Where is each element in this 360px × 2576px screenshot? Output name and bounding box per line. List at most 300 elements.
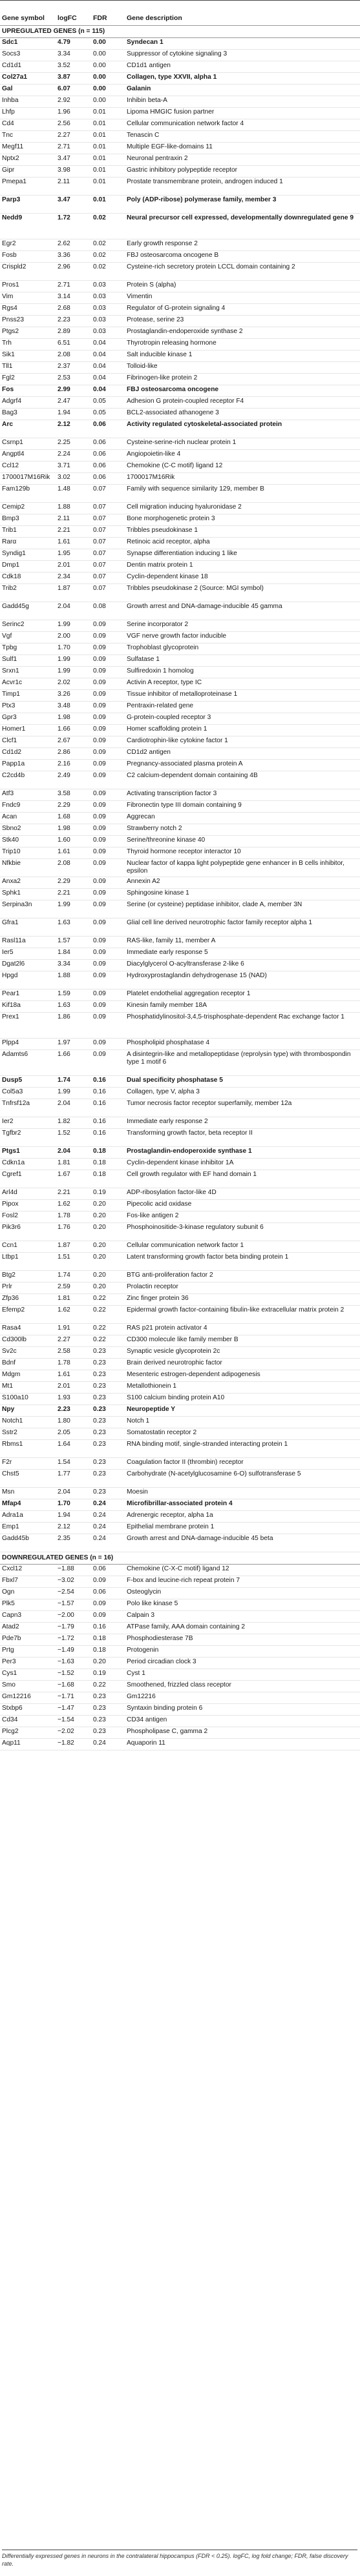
gene-description-cell: Cellular communication network factor 4 [125,119,360,131]
fdr-cell: 0.07 [91,514,125,526]
gene-description-cell: Neuropeptide Y [125,1405,360,1417]
gene-symbol-cell: Tnc [0,131,56,143]
table-row [0,1428,360,1440]
table-row [0,859,360,877]
logfc-cell: 2.04 [56,602,91,620]
gene-description-cell: Zinc finger protein 36 [125,1294,360,1306]
logfc-cell: 1.87 [56,1241,91,1253]
table-row [0,292,360,304]
fdr-cell: 0.03 [91,304,125,316]
gene-description-cell: Coagulation factor II (thrombin) receptor [125,1458,360,1470]
table-row [0,503,360,514]
gene-symbol-cell: 1700017M16Rik [0,473,56,485]
table-row [0,813,360,824]
fdr-cell: 0.07 [91,573,125,584]
fdr-cell: 0.24 [91,1534,125,1552]
fdr-cell: 0.18 [91,1646,125,1658]
table-row [0,166,360,177]
table-row [0,1039,360,1050]
gene-symbol-cell: Egr2 [0,239,56,251]
gene-symbol-cell: Ier5 [0,948,56,960]
fdr-cell: 0.09 [91,1039,125,1050]
gene-description-cell: Tribbles pseudokinase 1 [125,526,360,538]
gene-symbol-cell: Parp3 [0,196,56,214]
table-row [0,900,360,918]
gene-description-cell: RNA binding motif, single-stranded interacting protein 1 [125,1440,360,1458]
gene-description-cell: Osteoglycin [125,1588,360,1599]
gene-description-cell: CD34 antigen [125,1716,360,1727]
fdr-cell: 0.07 [91,526,125,538]
gene-description-cell: Immediate early response 2 [125,1117,360,1129]
logfc-cell: 2.96 [56,263,91,281]
gene-description-cell: Cell migration inducing hyaluronidase 2 [125,503,360,514]
fdr-cell: 0.00 [91,61,125,73]
table-row [0,473,360,485]
fdr-cell: 0.04 [91,362,125,374]
fdr-cell: 0.09 [91,620,125,632]
gene-symbol-cell: Chst5 [0,1470,56,1488]
fdr-cell: 0.09 [91,989,125,1001]
logfc-cell: 2.05 [56,1428,91,1440]
gene-description-cell: Phosphatidylinositol-3,4,5-trisphosphate-dependent Rac exchange factor 1 [125,1013,360,1039]
gene-symbol-cell: Nfkbie [0,859,56,877]
table-row [0,450,360,461]
table-row [0,385,360,397]
gene-symbol-cell: Ccn1 [0,1241,56,1253]
gene-description-cell: Pregnancy-associated plasma protein A [125,760,360,771]
gene-symbol-cell: Sik1 [0,350,56,362]
gene-description-cell: Cellular communication network factor 1 [125,1241,360,1253]
logfc-cell: 1.93 [56,1394,91,1405]
logfc-cell: −1.52 [56,1669,91,1681]
gene-symbol-cell: Rasl11a [0,937,56,948]
table-row [0,1001,360,1013]
gene-description-cell: Neuronal pentraxin 2 [125,154,360,166]
fdr-cell: 0.09 [91,836,125,847]
fdr-cell: 0.16 [91,1088,125,1099]
logfc-cell: 3.58 [56,789,91,801]
fdr-cell: 0.00 [91,73,125,85]
gene-description-cell: Dual specificity phosphatase 5 [125,1076,360,1088]
logfc-cell: 3.36 [56,251,91,263]
gene-description-cell: Angiopoietin-like 4 [125,450,360,461]
gene-symbol-cell: Btg2 [0,1271,56,1283]
gene-symbol-cell: Gfra1 [0,918,56,937]
logfc-cell: 1.72 [56,214,91,239]
gene-symbol-cell: Smo [0,1681,56,1692]
logfc-cell: 1.81 [56,1159,91,1170]
gene-symbol-cell: Ccl12 [0,461,56,473]
gene-description-cell: Protogenin [125,1646,360,1658]
fdr-cell: 0.00 [91,50,125,61]
gene-description-cell: Pipecolic acid oxidase [125,1200,360,1212]
table-row [0,667,360,678]
logfc-cell: −2.02 [56,1727,91,1739]
table-row [0,96,360,108]
gene-symbol-cell: Adgrf4 [0,397,56,409]
gene-symbol-cell: Zfp36 [0,1294,56,1306]
logfc-cell: 2.92 [56,96,91,108]
table-row [0,1129,360,1147]
table-row [0,1727,360,1739]
gene-symbol-cell: Plcg2 [0,1727,56,1739]
fdr-cell: 0.01 [91,154,125,166]
fdr-cell: 0.23 [91,1370,125,1382]
gene-symbol-cell: Stxbp6 [0,1704,56,1716]
logfc-cell: −1.88 [56,1565,91,1576]
gene-description-cell: Strawberry notch 2 [125,824,360,836]
fdr-cell: 0.09 [91,824,125,836]
fdr-cell: 0.09 [91,918,125,937]
header-gene-description: Gene description [125,1,360,26]
fdr-cell: 0.18 [91,1147,125,1159]
gene-description-cell: RAS-like, family 11, member A [125,937,360,948]
gene-symbol-cell: Tnfrsf12a [0,1099,56,1117]
logfc-cell: 6.51 [56,339,91,350]
gene-description-cell: Brain derived neurotrophic factor [125,1359,360,1370]
fdr-cell: 0.01 [91,177,125,196]
table-row [0,350,360,362]
table-row [0,420,360,438]
gene-description-cell: Fibronectin type III domain containing 9 [125,801,360,813]
table-row [0,584,360,602]
logfc-cell: 2.35 [56,1534,91,1552]
gene-symbol-cell: Papp1a [0,760,56,771]
gene-symbol-cell: Sphk1 [0,889,56,900]
gene-description-cell: Synapse differentiation inducing 1 like [125,549,360,561]
gene-symbol-cell: Ptx3 [0,702,56,713]
gene-symbol-cell: Sstr2 [0,1428,56,1440]
gene-description-cell: Early growth response 2 [125,239,360,251]
table-row [0,989,360,1001]
gene-description-cell: Metallothionein 1 [125,1382,360,1394]
table-row [0,1440,360,1458]
table-row [0,1147,360,1159]
gene-description-cell: Kinesin family member 18A [125,1001,360,1013]
logfc-cell: −1.68 [56,1681,91,1692]
table-row [0,1099,360,1117]
logfc-cell: 2.62 [56,239,91,251]
logfc-cell: 2.53 [56,374,91,385]
fdr-cell: 0.18 [91,1159,125,1170]
fdr-cell: 0.09 [91,859,125,877]
table-row [0,1511,360,1523]
logfc-cell: −1.72 [56,1634,91,1646]
table-row [0,1458,360,1470]
fdr-cell: 0.09 [91,678,125,690]
gene-symbol-cell: Socs3 [0,50,56,61]
gene-symbol-cell: Cdk18 [0,573,56,584]
gene-symbol-cell: Fos [0,385,56,397]
gene-symbol-cell: Efemp2 [0,1306,56,1324]
table-row [0,1405,360,1417]
fdr-cell: 0.06 [91,1588,125,1599]
table-row [0,1382,360,1394]
table-row [0,1588,360,1599]
fdr-cell: 0.09 [91,736,125,748]
table-row [0,847,360,859]
table-row [0,177,360,196]
fdr-cell: 0.19 [91,1188,125,1200]
gene-description-cell: Pentraxin-related gene [125,702,360,713]
fdr-cell: 0.02 [91,251,125,263]
gene-symbol-cell: Cdkn1a [0,1159,56,1170]
logfc-cell: −1.47 [56,1704,91,1716]
logfc-cell: 2.04 [56,1099,91,1117]
table-row [0,561,360,573]
header-logfc: logFC [56,1,91,26]
logfc-cell: 4.79 [56,38,91,50]
gene-symbol-cell: Per3 [0,1658,56,1669]
gene-symbol-cell: Emp1 [0,1523,56,1534]
fdr-cell: 0.09 [91,771,125,789]
table-row [0,50,360,61]
fdr-cell: 0.24 [91,1511,125,1523]
gene-description-cell: Aquaporin 11 [125,1739,360,1750]
logfc-cell: 1.60 [56,836,91,847]
gene-description-cell: Protein S (alpha) [125,281,360,292]
logfc-cell: 1.86 [56,1013,91,1039]
gene-description-cell: Multiple EGF-like-domains 11 [125,143,360,154]
logfc-cell: 1.99 [56,1088,91,1099]
logfc-cell: 1.98 [56,713,91,725]
logfc-cell: 1.95 [56,549,91,561]
table-row [0,196,360,214]
gene-symbol-cell: Fbxl7 [0,1576,56,1588]
gene-symbol-cell: Ltbp1 [0,1253,56,1271]
fdr-cell: 0.23 [91,1727,125,1739]
gene-description-cell: Serine incorporator 2 [125,620,360,632]
table-row [0,131,360,143]
gene-symbol-cell: Prlr [0,1283,56,1294]
logfc-cell: 2.47 [56,397,91,409]
fdr-cell: 0.09 [91,713,125,725]
gene-symbol-cell: Dgat2l6 [0,960,56,971]
gene-symbol-cell: Bmp3 [0,514,56,526]
fdr-cell: 0.06 [91,420,125,438]
fdr-cell: 0.23 [91,1417,125,1428]
fdr-cell: 0.09 [91,948,125,960]
gene-description-cell: Activating transcription factor 3 [125,789,360,801]
logfc-cell: 2.23 [56,1405,91,1417]
fdr-cell: 0.09 [91,667,125,678]
table-row [0,702,360,713]
fdr-cell: 0.08 [91,602,125,620]
fdr-cell: 0.04 [91,374,125,385]
gene-symbol-cell: Sulf1 [0,655,56,667]
table-row [0,73,360,85]
logfc-cell: −1.71 [56,1692,91,1704]
gene-description-cell: Cell growth regulator with EF hand domain 1 [125,1170,360,1188]
logfc-cell: 2.12 [56,1523,91,1534]
gene-description-cell: Trophoblast glycoprotein [125,644,360,655]
gene-symbol-cell: Col27a1 [0,73,56,85]
logfc-cell: 1.68 [56,813,91,824]
fdr-cell: 0.09 [91,877,125,889]
fdr-cell: 0.23 [91,1704,125,1716]
gene-description-cell: Bone morphogenetic protein 3 [125,514,360,526]
logfc-cell: 1.76 [56,1223,91,1241]
gene-description-cell: Polo like kinase 5 [125,1599,360,1611]
gene-description-cell: S100 calcium binding protein A10 [125,1394,360,1405]
fdr-cell: 0.23 [91,1359,125,1370]
fdr-cell: 0.22 [91,1324,125,1335]
fdr-cell: 0.20 [91,1241,125,1253]
table-row [0,1523,360,1534]
gene-symbol-cell: Fam129b [0,485,56,503]
logfc-cell: 1.80 [56,1417,91,1428]
table-row [0,1212,360,1223]
gene-description-cell: RAS p21 protein activator 4 [125,1324,360,1335]
gene-symbol-cell: F2r [0,1458,56,1470]
gene-description-cell: 1700017M16Rik [125,473,360,485]
gene-symbol-cell: C2cd4b [0,771,56,789]
gene-symbol-cell: Vim [0,292,56,304]
gene-symbol-cell: Adra1a [0,1511,56,1523]
logfc-cell: 3.26 [56,690,91,702]
fdr-cell: 0.23 [91,1458,125,1470]
logfc-cell: 2.00 [56,632,91,644]
gene-description-cell: Synaptic vesicle glycoprotein 2c [125,1347,360,1359]
fdr-cell: 0.23 [91,1716,125,1727]
table-row [0,771,360,789]
table-row [0,1499,360,1511]
gene-symbol-cell: Arc [0,420,56,438]
logfc-cell: 2.34 [56,573,91,584]
table-row [0,514,360,526]
fdr-cell: 0.23 [91,1692,125,1704]
table-row [0,918,360,937]
logfc-cell: 3.47 [56,196,91,214]
gene-description-cell: Prostate transmembrane protein, androgen induced 1 [125,177,360,196]
table-row [0,644,360,655]
gene-symbol-cell: Lhfp [0,108,56,119]
logfc-cell: 1.74 [56,1271,91,1283]
table-row [0,1623,360,1634]
gene-symbol-cell: Kif18a [0,1001,56,1013]
gene-symbol-cell: Pde7b [0,1634,56,1646]
gene-symbol-cell: Aqp11 [0,1739,56,1750]
gene-description-cell: Syndecan 1 [125,38,360,50]
fdr-cell: 0.20 [91,1271,125,1283]
gene-description-cell: Homer scaffolding protein 1 [125,725,360,736]
gene-description-cell: BCL2-associated athanogene 3 [125,409,360,420]
gene-symbol-cell: Cys1 [0,1669,56,1681]
table-row [0,1013,360,1039]
fdr-cell: 0.16 [91,1076,125,1088]
logfc-cell: 2.37 [56,362,91,374]
fdr-cell: 0.09 [91,900,125,918]
fdr-cell: 0.09 [91,748,125,760]
table-row [0,327,360,339]
gene-description-cell: Moesin [125,1488,360,1499]
gene-description-cell: Cyclin-dependent kinase 18 [125,573,360,584]
fdr-cell: 0.07 [91,485,125,503]
fdr-cell: 0.06 [91,450,125,461]
logfc-cell: −1.82 [56,1739,91,1750]
gene-description-cell: Collagen, type V, alpha 3 [125,1088,360,1099]
gene-description-cell: Period circadian clock 3 [125,1658,360,1669]
table-row [0,1565,360,1576]
gene-description-cell: Transforming growth factor, beta receptor II [125,1129,360,1147]
gene-description-cell: Syntaxin binding protein 6 [125,1704,360,1716]
fdr-cell: 0.23 [91,1382,125,1394]
gene-description-cell: Phosphodiesterase 7B [125,1634,360,1646]
fdr-cell: 0.01 [91,119,125,131]
gene-symbol-cell: Fosb [0,251,56,263]
gene-symbol-cell: Plpp4 [0,1039,56,1050]
table-row [0,438,360,450]
gene-description-cell: Collagen, type XXVII, alpha 1 [125,73,360,85]
table-row [0,748,360,760]
logfc-cell: 2.23 [56,316,91,327]
table-row [0,362,360,374]
logfc-cell: 1.70 [56,644,91,655]
fdr-cell: 0.04 [91,339,125,350]
logfc-cell: 2.12 [56,420,91,438]
logfc-cell: 3.87 [56,73,91,85]
gene-symbol-cell: Serinc2 [0,620,56,632]
fdr-cell: 0.20 [91,1658,125,1669]
gene-symbol-cell: Rbms1 [0,1440,56,1458]
table-row [0,1470,360,1488]
fdr-cell: 0.20 [91,1200,125,1212]
gene-symbol-cell: Clcf1 [0,736,56,748]
logfc-cell: 1.99 [56,900,91,918]
section-header-row [0,26,360,38]
table-row [0,1739,360,1750]
fdr-cell: 0.07 [91,584,125,602]
logfc-cell: 3.52 [56,61,91,73]
table-row [0,409,360,420]
logfc-cell: 2.68 [56,304,91,316]
fdr-cell: 0.23 [91,1405,125,1417]
header-gene-symbol: Gene symbol [0,1,56,26]
gene-symbol-cell: Mfap4 [0,1499,56,1511]
gene-symbol-cell: Pipox [0,1200,56,1212]
gene-symbol-cell: Timp1 [0,690,56,702]
table-header [0,1,360,26]
gene-description-cell: Mesenteric estrogen-dependent adipogenesis [125,1370,360,1382]
fdr-cell: 0.22 [91,1681,125,1692]
gene-symbol-cell: Pros1 [0,281,56,292]
gene-symbol-cell: Cd1d2 [0,748,56,760]
fdr-cell: 0.20 [91,1223,125,1241]
logfc-cell: 2.16 [56,760,91,771]
gene-description-cell: CD1d2 antigen [125,748,360,760]
fdr-cell: 0.22 [91,1306,125,1324]
gene-description-cell: Annexin A2 [125,877,360,889]
table-row [0,789,360,801]
gene-description-cell: Vimentin [125,292,360,304]
gene-symbol-cell: Angptl4 [0,450,56,461]
table-row [0,239,360,251]
fdr-cell: 0.07 [91,549,125,561]
gene-symbol-cell: Sv2c [0,1347,56,1359]
gene-description-cell: Somatostatin receptor 2 [125,1428,360,1440]
gene-description-cell: FBJ osteosarcoma oncogene B [125,251,360,263]
table-row [0,1669,360,1681]
fdr-cell: 0.22 [91,1294,125,1306]
gene-symbol-cell: Capn3 [0,1611,56,1623]
table-row [0,960,360,971]
gene-description-cell: Fibrinogen-like protein 2 [125,374,360,385]
gene-description-cell: Prolactin receptor [125,1283,360,1294]
gene-description-cell: Neural precursor cell expressed, developmentally downregulated gene 9 [125,214,360,239]
table-row [0,1223,360,1241]
gene-description-cell: Fos-like antigen 2 [125,1212,360,1223]
table-row [0,632,360,644]
